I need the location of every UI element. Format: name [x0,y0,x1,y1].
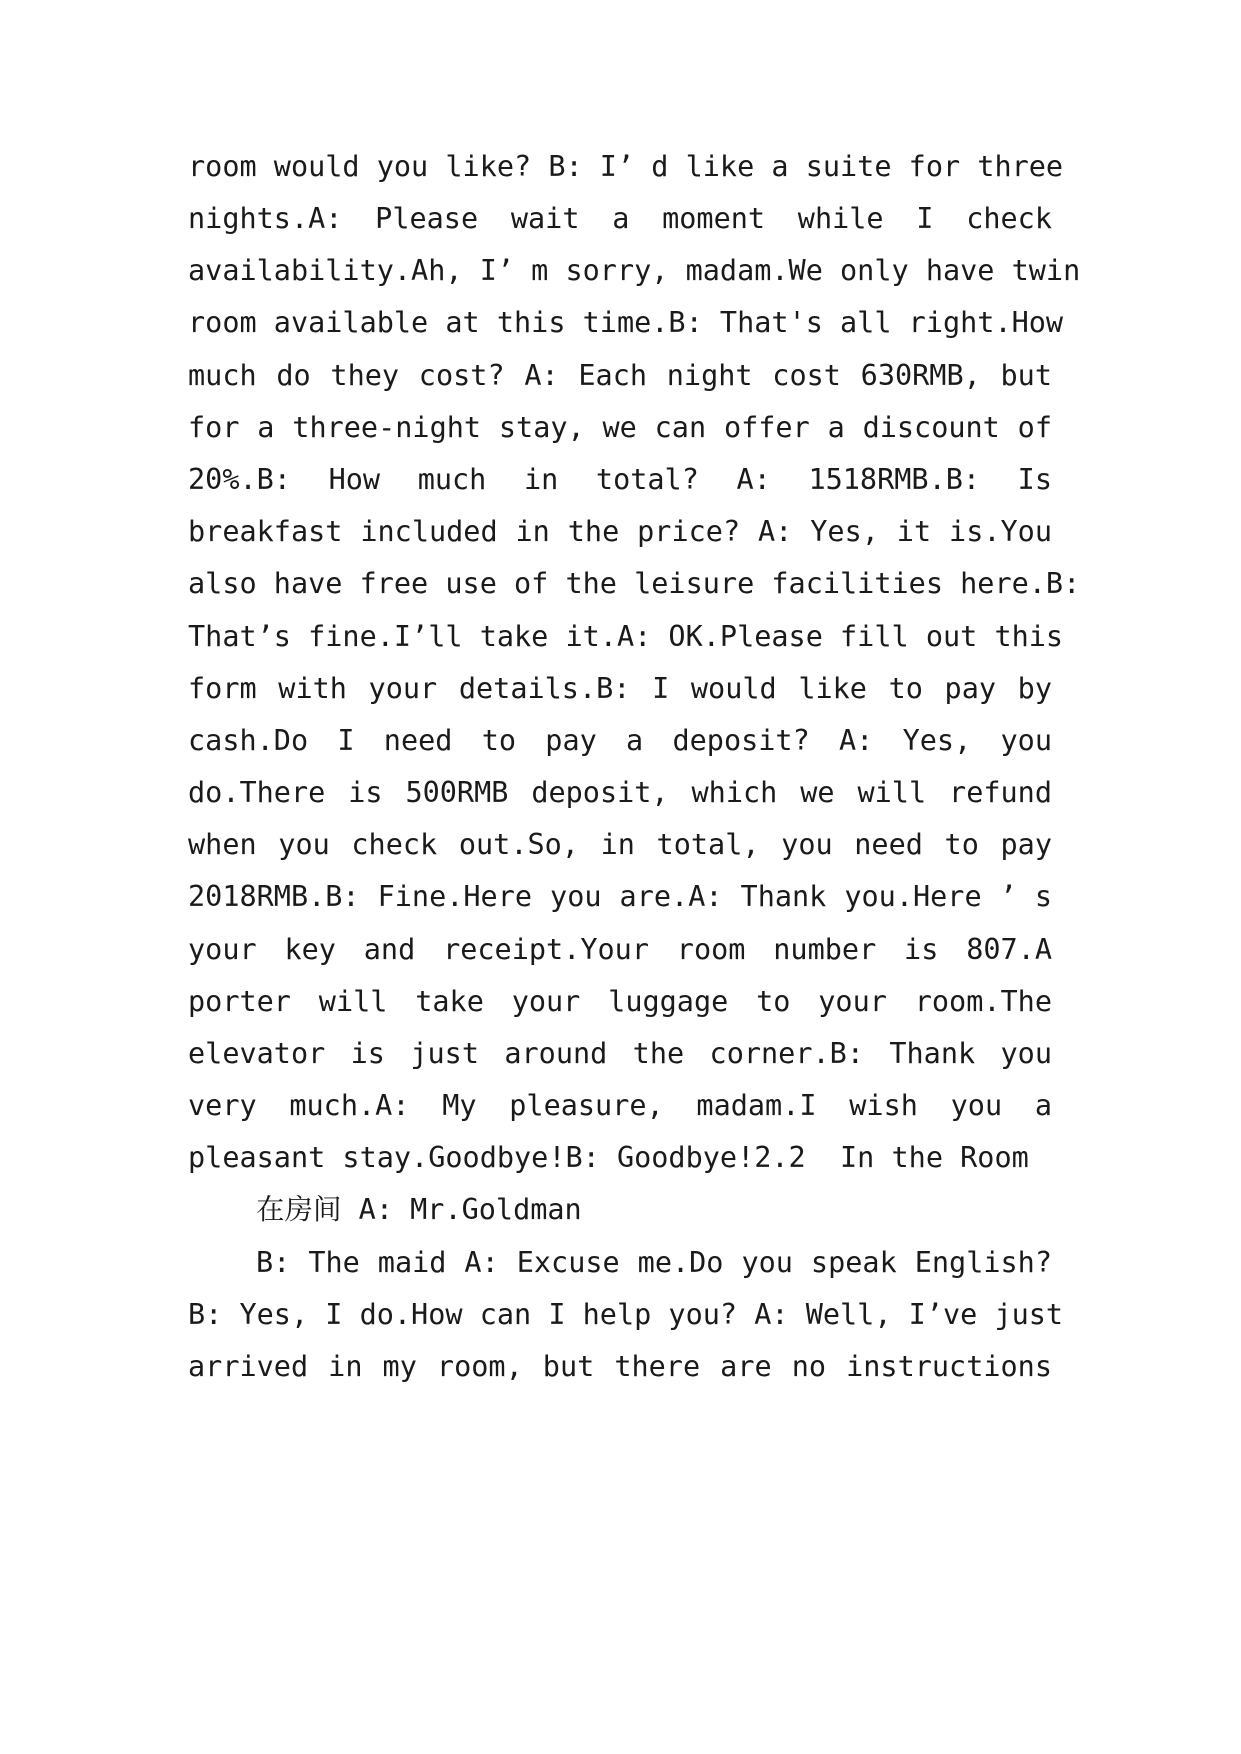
text-line: room available at this time.B: That's all right.How [188,306,1064,339]
text-line: breakfast included in the price? A: Yes, it is.You [188,515,1052,548]
text-line: 20%.B: How much in total? A: 1518RMB.B: Is [188,463,1052,496]
text-line: elevator is just around the corner.B: Thank you [188,1037,1052,1070]
text-line: also have free use of the leisure facilities here.B: [188,567,1081,600]
text-line: form with your details.B: I would like to pay by [188,672,1052,705]
text-line: pleasant stay.Goodbye!B: Goodbye!2.2 In the Room [188,1141,1029,1174]
text-line: when you check out.So, in total, you need to pay [188,828,1052,861]
text-line: porter will take your luggage to your room.The [188,985,1052,1018]
text-line: room would you like? B: I’ d like a suite for three [188,150,1064,183]
text-line: B: Yes, I do.How can I help you? A: Well, I’ve just [188,1298,1064,1331]
text-line: B: The maid A: Excuse me.Do you speak English? [256,1246,1052,1279]
text-line: availability.Ah, I’ m sorry, madam.We only have twin [188,254,1081,287]
text-line: 在房间 A: Mr.Goldman [256,1193,582,1226]
text-line: for a three-night stay, we can offer a discount of [188,411,1052,444]
text-line: much do they cost? A: Each night cost 630RMB, but [188,359,1052,392]
text-line: arrived in my room, but there are no instructions [188,1350,1052,1383]
text-line: do.There is 500RMB deposit, which we will refund [188,776,1052,809]
text-line: cash.Do I need to pay a deposit? A: Yes, you [188,724,1052,757]
text-line: your key and receipt.Your room number is 807.A [188,933,1052,966]
text-line: That’s fine.I’ll take it.A: OK.Please fill out this [188,620,1064,653]
text-line: very much.A: My pleasure, madam.I wish you a [188,1089,1052,1122]
text-line: nights.A: Please wait a moment while I check [188,202,1052,235]
text-line: 2018RMB.B: Fine.Here you are.A: Thank you.Here ’ s [188,880,1052,913]
